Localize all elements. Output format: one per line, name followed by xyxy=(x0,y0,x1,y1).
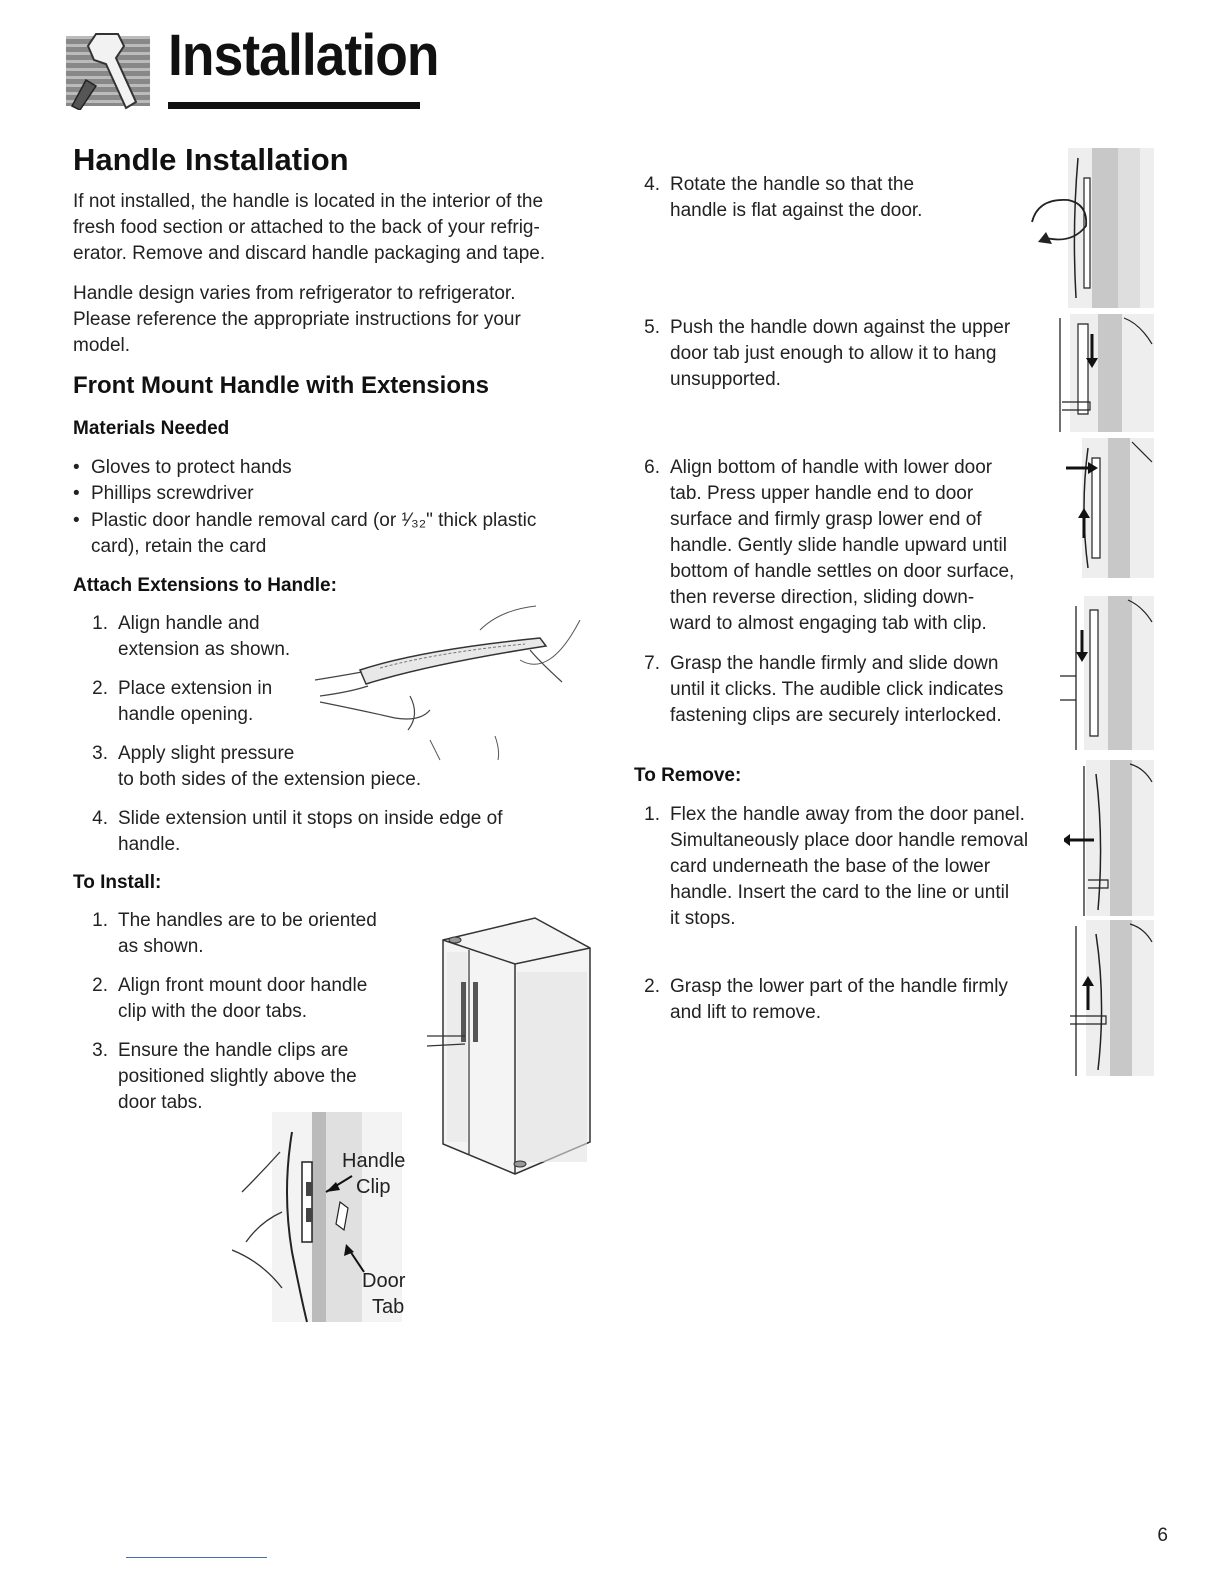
refrigerator-illustration xyxy=(425,912,600,1182)
step-line: The handles are to be oriented xyxy=(118,910,377,931)
step-line: handle. Gently slide handle upward until xyxy=(670,535,1007,556)
intro-2-line: Please reference the appropriate instructions for your xyxy=(73,309,521,330)
intro-paragraph-2 xyxy=(73,281,613,359)
step-line: until it clicks. The audible click indicates xyxy=(670,679,1004,700)
step-line: door tab just enough to allow it to hang xyxy=(670,343,997,364)
step-line: Simultaneously place door handle removal xyxy=(670,830,1029,851)
step-line: Place extension in xyxy=(118,678,273,699)
materials-item-line: card), retain the card xyxy=(91,536,267,557)
step-line: door tabs. xyxy=(118,1092,203,1113)
step-line: tab. Press upper handle end to door xyxy=(670,483,974,504)
step-number: 1. xyxy=(92,910,108,931)
step-number: 5. xyxy=(644,317,660,338)
flex-handle-removal-card-illustration xyxy=(1064,760,1154,916)
step-text xyxy=(118,806,598,858)
step-line: handle. Insert the card to the line or until xyxy=(670,882,1010,903)
step-text xyxy=(670,315,1070,393)
page-number: 6 xyxy=(1157,1525,1168,1546)
step-line: card underneath the base of the lower xyxy=(670,856,991,877)
step-line: to both sides of the extension piece. xyxy=(118,769,422,790)
step-line: Rotate the handle so that the xyxy=(670,174,915,195)
step-number: 1. xyxy=(644,804,660,825)
step-text xyxy=(670,455,1070,637)
bullet-dot: • xyxy=(73,510,80,531)
step-number: 3. xyxy=(92,743,108,764)
step-number: 2. xyxy=(92,975,108,996)
step-line: bottom of handle settles on door surface, xyxy=(670,561,1015,582)
step-line: handle is flat against the door. xyxy=(670,200,923,221)
step-text xyxy=(670,802,1070,932)
step-line: handle opening. xyxy=(118,704,254,725)
step-line: Apply slight pressure xyxy=(118,743,295,764)
intro-2-line: Handle design varies from refrigerator to refrigerator. xyxy=(73,283,516,304)
step-number: 4. xyxy=(644,174,660,195)
callout-handle: Handle xyxy=(342,1150,406,1172)
rotate-handle-illustration xyxy=(1028,148,1154,308)
push-handle-down-illustration xyxy=(1040,314,1154,432)
step-line: unsupported. xyxy=(670,369,781,390)
step-number: 6. xyxy=(644,457,660,478)
step-text xyxy=(118,1038,438,1116)
step-line: Slide extension until it stops on inside edge of xyxy=(118,808,503,829)
intro-paragraph-1 xyxy=(73,189,613,267)
step-line: Flex the handle away from the door panel. xyxy=(670,804,1025,825)
remove-heading: To Remove: xyxy=(634,765,742,786)
step-line: Grasp the lower part of the handle firmly xyxy=(670,976,1008,997)
intro-1-line: If not installed, the handle is located in the interior of the xyxy=(73,191,544,212)
install-heading: To Install: xyxy=(73,872,162,893)
callout-tab: Tab xyxy=(372,1296,405,1318)
step-line: then reverse direction, sliding down- xyxy=(670,587,975,608)
step-text xyxy=(118,973,438,1025)
callout-clip: Clip xyxy=(356,1176,391,1198)
intro-1-line: fresh food section or attached to the back of your refrig- xyxy=(73,217,540,238)
materials-heading: Materials Needed xyxy=(73,418,230,439)
step-line: it stops. xyxy=(670,908,736,929)
step-line: positioned slightly above the xyxy=(118,1066,357,1087)
step-line: Align bottom of handle with lower door xyxy=(670,457,993,478)
step-line: Align front mount door handle xyxy=(118,975,368,996)
step-number: 2. xyxy=(92,678,108,699)
attach-heading: Attach Extensions to Handle: xyxy=(73,575,337,596)
step-number: 2. xyxy=(644,976,660,997)
step-number: 1. xyxy=(92,613,108,634)
step-line: ward to almost engaging tab with clip. xyxy=(670,613,987,634)
handle-extension-illustration xyxy=(300,600,600,770)
step-line: as shown. xyxy=(118,936,204,957)
subsection-heading: Front Mount Handle with Extensions xyxy=(73,372,489,399)
intro-1-line: erator. Remove and discard handle packaging and tape. xyxy=(73,243,546,264)
footer-rule xyxy=(126,1557,267,1558)
step-text xyxy=(670,172,1030,224)
materials-item-line: Plastic door handle removal card (or ¹⁄₃₂" thick plastic xyxy=(91,510,537,531)
step-line: and lift to remove. xyxy=(670,1002,822,1023)
slide-down-click-illustration xyxy=(1058,596,1154,750)
step-number: 4. xyxy=(92,808,108,829)
bullet-dot: • xyxy=(73,483,80,504)
step-number: 7. xyxy=(644,653,660,674)
lift-to-remove-illustration xyxy=(1066,920,1154,1076)
step-line: clip with the door tabs. xyxy=(118,1001,308,1022)
step-line: Grasp the handle firmly and slide down xyxy=(670,653,999,674)
step-line: surface and firmly grasp lower end of xyxy=(670,509,982,530)
callout-door: Door xyxy=(362,1270,406,1292)
page-header-title: Installation xyxy=(168,23,439,88)
wrench-screwdriver-icon xyxy=(66,30,150,110)
step-line: Push the handle down against the upper xyxy=(670,317,1011,338)
align-bottom-illustration xyxy=(1062,438,1154,578)
materials-item-text xyxy=(91,508,591,560)
section-heading: Handle Installation xyxy=(73,142,349,177)
step-line: Ensure the handle clips are xyxy=(118,1040,349,1061)
step-text xyxy=(670,974,1070,1026)
step-number: 3. xyxy=(92,1040,108,1061)
step-line: Align handle and xyxy=(118,613,260,634)
step-line: handle. xyxy=(118,834,181,855)
intro-2-line: model. xyxy=(73,335,131,356)
materials-item-text: Gloves to protect hands xyxy=(91,457,292,478)
header-underline xyxy=(168,102,420,109)
step-text xyxy=(118,908,438,960)
step-line: extension as shown. xyxy=(118,639,291,660)
step-text xyxy=(670,651,1070,729)
bullet-dot: • xyxy=(73,457,80,478)
step-line: fastening clips are securely interlocked. xyxy=(670,705,1002,726)
materials-item-text: Phillips screwdriver xyxy=(91,483,254,504)
